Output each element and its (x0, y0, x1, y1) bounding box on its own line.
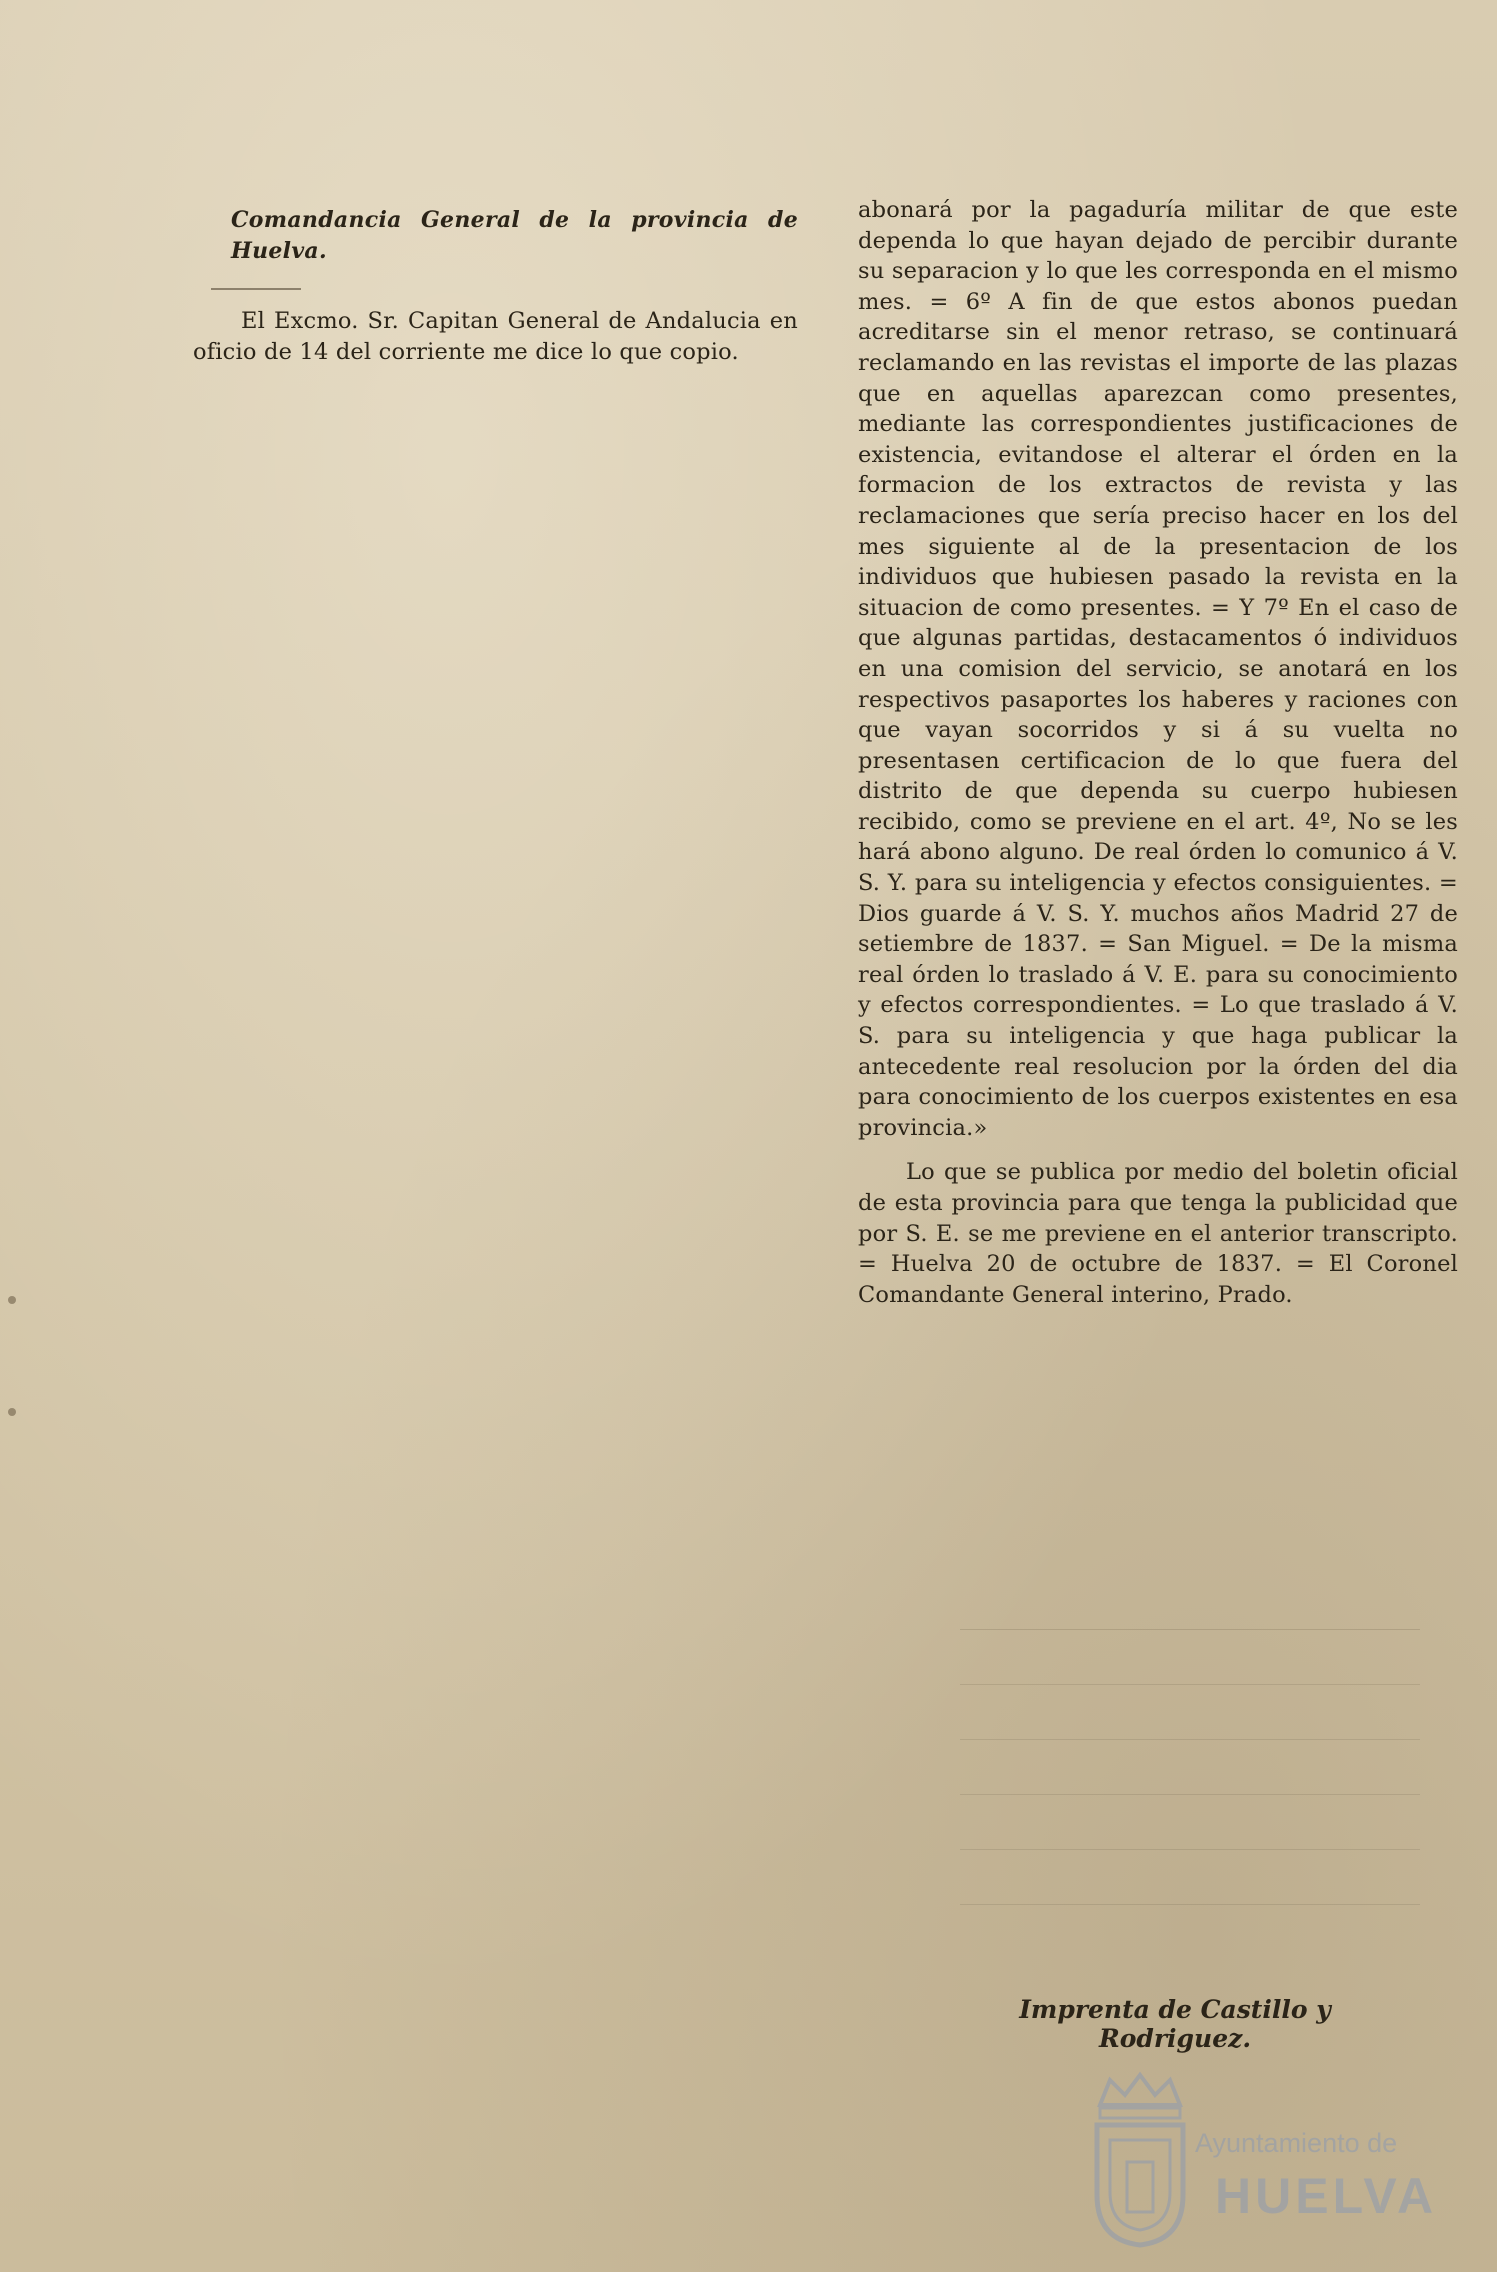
right-column (858, 195, 1458, 1310)
watermark-logo (1085, 2070, 1438, 2250)
binding-hole (8, 1296, 16, 1304)
paragraph: Lo que se publica por medio del boletin oficial de esta provincia para que tenga la publicidad que por S. E. se me previene en el anterior transcripto. = Huelva 20 de octubre de 1837. = El Coronel Comandante General interino, Prado. (858, 1159, 1458, 1308)
paragraph: abonará por la pagaduría militar de que este dependa lo que hayan dejado de percibir durante su separacion y lo que les corresponda en el mismo mes. = 6º A fin de que estos abonos puedan acreditarse sin el menor retraso, se continuará reclamando en las revistas el importe de las plazas que en aquellas aparezcan como presentes, mediante las correspondientes justificaciones de existencia, evitandose el alterar el órden en la formacion de los extractos de revista y las reclamaciones que sería preciso hacer en los del mes siguiente al de la presentacion de los individuos que hubiesen pasado la revista en la situacion de como presentes. = Y 7º En el caso de que algunas partidas, destacamentos ó individuos en una comision del servicio, se anotará en los respectivos pasaportes los haberes y raciones con que vayan socorridos y si á su vuelta no presentasen certificacion de lo que fuera del distrito de que dependa su cuerpo hubiesen recibido, como se previene en el art. 4º, No se les hará abono alguno. De real órden lo comunico á V. S. Y. para su inteligencia y efectos consiguientes. = Dios guarde á V. S. Y. muchos años Madrid 27 de setiembre de 1837. = San Miguel. = De la misma real órden lo traslado á V. E. para su conocimiento y efectos correspondientes. = Lo que traslado á V. S. para su inteligencia y que haga publicar la antecedente real resolucion por la órden del dia para conocimiento de los cuerpos existentes en esa provincia.» (858, 197, 1458, 1141)
heading-rule (211, 288, 301, 290)
printer-imprint: Imprenta de Castillo y Rodriguez. (1019, 1995, 1331, 2053)
paragraph: El Excmo. Sr. Capitan General de Andalucia en oficio de 14 del corriente me dice lo que copio. (193, 308, 798, 365)
document-heading: Comandancia General de la provincia de Huelva. (231, 207, 798, 264)
coat-of-arms-icon (1085, 2070, 1195, 2250)
left-column (193, 205, 798, 367)
binding-hole (8, 1408, 16, 1416)
watermark-line2: HUELVA (1215, 2168, 1438, 2224)
bleed-through-text (960, 1575, 1420, 1955)
watermark-line1: Ayuntamiento de (1195, 2128, 1398, 2158)
